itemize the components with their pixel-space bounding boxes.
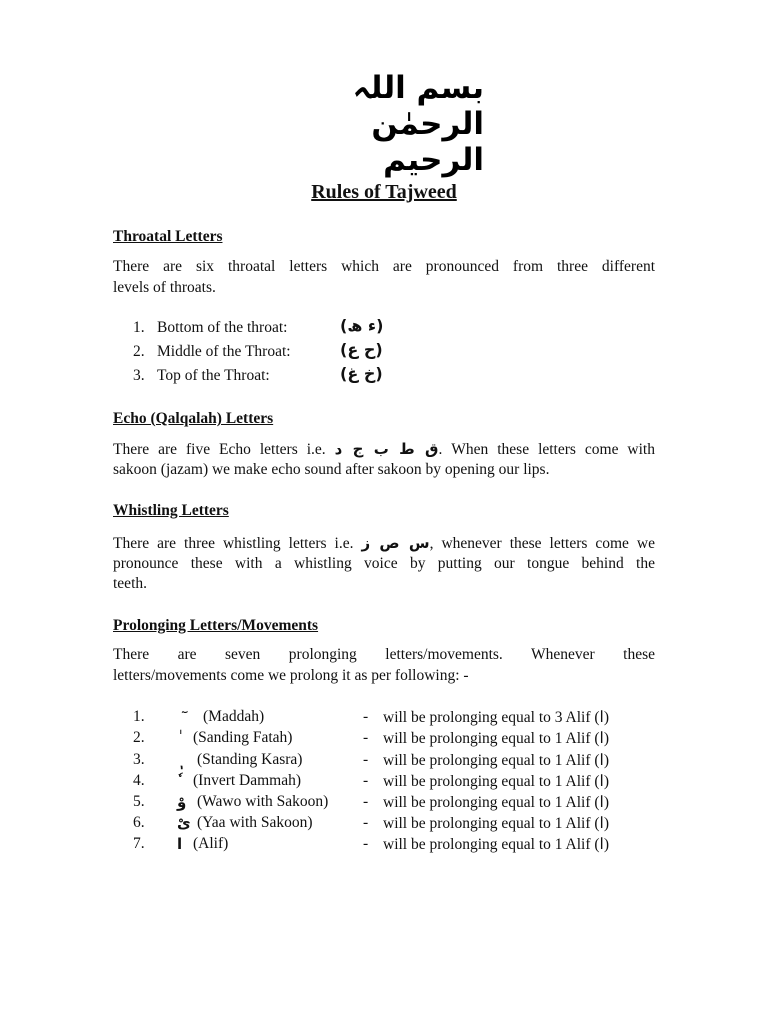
row-dash: -	[363, 708, 369, 725]
whistle-text-post: , whenever these letters come we	[429, 535, 655, 552]
row-name: (Yaa with Sakoon)	[197, 814, 313, 831]
row-name: (Alif)	[193, 835, 229, 852]
row-number: 4.	[133, 772, 145, 789]
row-number: 7.	[133, 835, 145, 852]
page-title: Rules of Tajweed	[311, 181, 457, 203]
throat-list-item	[133, 364, 383, 389]
prolong-row	[133, 751, 653, 771]
paragraph-line: sakoon (jazam) we make echo sound after sakoon by opening our lips.	[113, 460, 550, 478]
paragraph-line: There are six throatal letters which are pronounced from three different	[113, 258, 655, 275]
row-number: 6.	[133, 814, 145, 831]
row-description: will be prolonging equal to 3 Alif (ا)	[383, 709, 610, 726]
row-name: (Sanding Fatah)	[193, 729, 293, 746]
arabic-letters: س ص ز	[361, 534, 430, 552]
paragraph-line: There are seven prolonging letters/movements. Whenever these	[113, 646, 655, 663]
row-description: will be prolonging equal to 1 Alif (ا)	[383, 752, 610, 769]
echo-text-pre: There are five Echo letters i.e.	[113, 441, 326, 458]
row-name: (Invert Dammah)	[193, 772, 302, 789]
paragraph-prolonging	[113, 645, 655, 686]
row-description: will be prolonging equal to 1 Alif (ا)	[383, 836, 610, 853]
arabic-letters: ق ط ب ج د	[334, 440, 439, 458]
list-label: Top of the Throat:	[157, 367, 270, 384]
paragraph-whistling	[113, 533, 655, 595]
row-dash: -	[363, 814, 369, 831]
bismillah-calligraphy: بسم اللہ الرحمٰن الرحیم	[352, 70, 484, 178]
list-number: 1.	[133, 319, 145, 336]
paragraph-line	[113, 439, 655, 460]
prolong-row	[133, 772, 653, 792]
whistle-text-pre: There are three whistling letters i.e.	[113, 535, 354, 552]
row-dash: -	[363, 835, 369, 852]
prolong-row	[133, 793, 653, 813]
row-description: will be prolonging equal to 1 Alif (ا)	[383, 794, 610, 811]
row-description: will be prolonging equal to 1 Alif (ا)	[383, 815, 610, 832]
row-name: (Maddah)	[203, 708, 265, 725]
heading-whistling-letters: Whistling Letters	[113, 502, 229, 519]
row-number: 1.	[133, 708, 145, 725]
list-label: Middle of the Throat:	[157, 343, 291, 360]
arabic-letters: (ح ع)	[340, 340, 383, 359]
prolong-row	[133, 814, 653, 834]
prolong-row	[133, 835, 653, 855]
list-label: Bottom of the throat:	[157, 319, 288, 336]
list-number: 3.	[133, 367, 145, 384]
heading-throatal-letters: Throatal Letters	[113, 228, 223, 245]
paragraph-throatal	[113, 257, 655, 298]
list-number: 2.	[133, 343, 145, 360]
arabic-letters: (ء ھ)	[340, 316, 384, 335]
row-dash: -	[363, 751, 369, 768]
paragraph-line	[113, 533, 655, 554]
row-number: 3.	[133, 751, 145, 768]
arabic-symbol: وْ	[177, 793, 187, 811]
row-description: will be prolonging equal to 1 Alif (ا)	[383, 773, 610, 790]
paragraph-line: teeth.	[113, 575, 147, 592]
arabic-letters: (خ غ)	[340, 364, 383, 383]
heading-echo-letters: Echo (Qalqalah) Letters	[113, 410, 274, 427]
row-description: will be prolonging equal to 1 Alif (ا)	[383, 730, 610, 747]
paragraph-line: letters/movements come we prolong it as per following: -	[113, 666, 469, 684]
row-name: (Standing Kasra)	[197, 751, 303, 768]
paragraph-line: pronounce these with a whistling voice by putting our tongue behind the	[113, 554, 655, 572]
heading-prolonging-letters: Prolonging Letters/Movements	[113, 617, 319, 634]
echo-text-post: . When these letters come with	[438, 441, 655, 458]
throat-list-item	[133, 340, 383, 365]
row-number: 2.	[133, 729, 145, 746]
prolong-row	[133, 729, 653, 749]
prolong-row	[133, 708, 653, 728]
row-name: (Wawo with Sakoon)	[197, 793, 329, 810]
row-number: 5.	[133, 793, 145, 810]
paragraph-line: levels of throats.	[113, 278, 216, 296]
arabic-symbol: یْ	[177, 814, 191, 832]
row-dash: -	[363, 793, 369, 810]
paragraph-echo	[113, 439, 655, 480]
row-dash: -	[363, 772, 369, 789]
arabic-symbol: ا	[177, 835, 183, 853]
throat-list-item	[133, 316, 384, 341]
row-dash: -	[363, 729, 369, 746]
